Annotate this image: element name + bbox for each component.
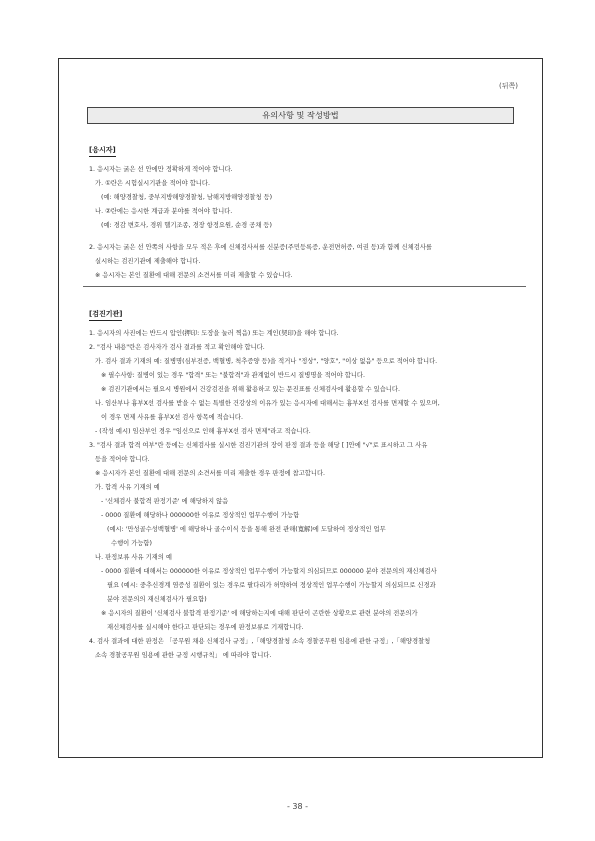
note-line: ※ 응시자는 본인 질환에 대해 전문의 소견서를 미리 제출할 수 있습니다.	[95, 272, 293, 279]
note-line: ※ 검진기관에서는 필요시 병원에서 건강검진을 위해 활용하고 있는 문진표를 신체검사에 활용할 수 있습니다.	[101, 386, 400, 393]
section-divider	[83, 286, 526, 287]
instruction-line: 1. 응시자는 굵은 선 안에만 정확하게 적어야 합니다.	[89, 166, 233, 173]
applicant-heading: [응시자]	[89, 145, 116, 157]
institution-heading: [검진기관]	[89, 309, 122, 321]
example-line: 수행이 가능함)	[111, 540, 152, 547]
example-line: (예시: '만성골수성백혈병' 에 해당하나 골수이식 등을 통해 완전 관해(寬解)에 도달하여 정상적인 업무	[107, 526, 386, 533]
example-line: - 0000 질환에 대해서는 000000한 이유로 정상적인 업무수행이 가능할지 의심되므로 000000 분야 전문의의 재신체검사	[101, 568, 437, 575]
example-line: 분야 전문의의 재신체검사가 필요함)	[107, 596, 207, 603]
instruction-line: 실시하는 검진기관에 제출해야 합니다.	[95, 258, 201, 265]
instruction-line: 나. 임산부나 흉부X선 검사를 받을 수 없는 특별한 건강상의 이유가 있는 응시자에 대해서는 흉부X선 검사를 면제할 수 있으며,	[95, 400, 440, 407]
instruction-line: 2. "검사 내용"란은 검사자가 검사 결과를 적고 확인해야 합니다.	[89, 344, 265, 351]
instruction-line: 2. 응시자는 굵은 선 안쪽의 사항을 모두 적은 후에 신체검사서를 신분증(주민등록증, 운전면허증, 여권 등)과 함께 신체검사를	[89, 244, 433, 251]
section-title: 유의사항 및 작성방법	[87, 107, 514, 124]
page-number: - 38 -	[286, 802, 309, 811]
instruction-line: 등을 적어야 합니다.	[95, 456, 150, 463]
instruction-line: 가. 합격 사유 기재의 예	[95, 484, 160, 491]
note-line: ※ 필수사항: 질병이 있는 경우 "합격" 또는 "불합격"과 관계없이 반드시 질병명을 적어야 합니다.	[101, 372, 365, 379]
note-line: ※ 응시자가 본인 질환에 대해 전문의 소견서를 미리 제출한 경우 판정에 참고합니다.	[95, 470, 326, 477]
instruction-line: (예: 해양경찰청, 중부지방해양경찰청, 남해지방해양경찰청 등)	[101, 194, 273, 201]
instructions-content	[89, 137, 520, 666]
instruction-line: 나. ②란에는 응시한 계급과 분야를 적어야 합니다.	[95, 208, 233, 215]
instruction-line: 소속 경찰공무원 임용에 관한 규정 시행규칙」 에 따라야 합니다.	[95, 652, 272, 659]
instruction-line: 가. ①란은 시험실시기관을 적어야 합니다.	[95, 180, 210, 187]
note-line: ※ 응시자의 질환이 '신체검사 불합격 판정기준' 에 해당하는지에 대해 판단이 곤란한 상황으로 관련 분야의 전문의가	[101, 610, 418, 617]
instruction-line: 이 경우 면제 사유를 흉부X선 검사 항목에 적습니다.	[101, 414, 243, 421]
instruction-line: 나. 판정보류 사유 기재의 예	[95, 554, 172, 561]
instruction-line: 1. 응시자의 사진에는 반드시 압인(押印: 도장을 눌러 찍음) 또는 계인(契印)을 해야 합니다.	[89, 330, 339, 337]
example-line: - '신체검사 불합격 판정기준' 에 해당하지 않음	[101, 498, 229, 505]
example-line: - (작성 예시) 임산부인 경우 "임신으로 인해 흉부X선 검사 면제"라고 적습니다.	[95, 428, 311, 435]
instruction-line: 3. "검사 결과 합격 여부"란 등에는 신체검사를 실시한 검진기관의 장이 판정 결과 등을 해당 [ ]안에 "√"로 표시하고 그 사유	[89, 442, 428, 449]
form-frame	[58, 58, 543, 758]
instruction-line: 가. 검사 결과 기재의 예: 질병명(심부전증, 백혈병, 척추증양 등)을 적거나 "정상", "양호", "이상 없음" 등으로 적어야 합니다.	[95, 358, 438, 365]
instruction-line: 4. 검사 결과에 대한 판정은 「공무원 채용 신체검사 규정」,「해양경찰청 소속 경찰공무원 임용에 관한 규정」,「해양경찰청	[89, 638, 431, 645]
example-line: 필요 (예시: 중추신경계 염증성 질환이 있는 경우로 팔다리가 허약하여 정상적인 업무수행이 가능할지 의심되므로 신경과	[107, 582, 436, 589]
note-line: 재신체검사를 실시해야 한다고 판단되는 경우에 판정보류로 기재합니다.	[107, 624, 304, 631]
instruction-line: (예: 경감 변호사, 경위 헬기조종, 경장 항정요원, 순경 공채 등)	[101, 222, 272, 229]
example-line: - 0000 질환에 해당하나 000000한 이유로 정상적인 업무수행이 가능함	[101, 512, 300, 519]
back-label: (뒤쪽)	[499, 82, 518, 90]
